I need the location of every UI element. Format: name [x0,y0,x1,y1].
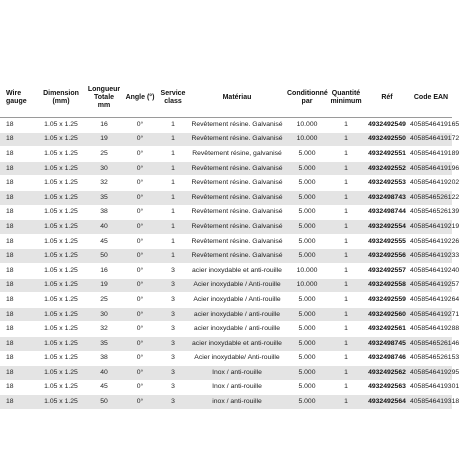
packaged-by-cell: 5.000 [286,336,328,351]
angle-cell: 0° [122,366,158,381]
ean-cell: 4058546419165 [410,118,452,133]
ref-cell: 4932492551 [364,147,410,162]
service-class-cell: 3 [158,263,188,278]
dimension-cell: 1.05 x 1.25 [36,176,86,191]
table-row [0,220,452,235]
ean-cell: 4058546419288 [410,322,452,337]
service-class-cell: 1 [158,249,188,264]
service-class-cell: 3 [158,293,188,308]
wire-gauge-cell: 18 [0,380,36,395]
length-cell: 50 [86,395,122,410]
ean-cell: 4058546419196 [410,161,452,176]
ref-cell: 4932492563 [364,380,410,395]
dimension-cell: 1.05 x 1.25 [36,147,86,162]
ean-cell: 4058546419202 [410,176,452,191]
length-cell: 32 [86,176,122,191]
header-row [0,79,452,118]
angle-cell: 0° [122,336,158,351]
table-header [0,79,452,118]
ean-cell: 4058546419257 [410,278,452,293]
material-cell: Revêtement résine. Galvanisé [188,176,286,191]
packaged-by-cell: 5.000 [286,366,328,381]
ref-cell: 4932492560 [364,307,410,322]
dimension-cell: 1.05 x 1.25 [36,161,86,176]
service-class-header: Service class [158,79,188,118]
material-header: Matériau [188,79,286,118]
material-cell: Inox / anti-rouille [188,380,286,395]
ean-cell: 4058546526146 [410,336,452,351]
table-row [0,132,452,147]
packaged-by-cell: 5.000 [286,190,328,205]
length-cell: 25 [86,293,122,308]
angle-cell: 0° [122,322,158,337]
min-quantity-cell: 1 [328,366,364,381]
wire-gauge-cell: 18 [0,336,36,351]
ean-cell: 4058546419189 [410,147,452,162]
dimension-cell: 1.05 x 1.25 [36,132,86,147]
ref-cell: 4932492549 [364,118,410,133]
min-quantity-cell: 1 [328,263,364,278]
dimension-cell: 1.05 x 1.25 [36,220,86,235]
ean-cell: 4058546526153 [410,351,452,366]
ref-cell: 4932498744 [364,205,410,220]
length-header: Longueur Totale mm [86,79,122,118]
min-quantity-cell: 1 [328,234,364,249]
ean-cell: 4058546419226 [410,234,452,249]
dimension-cell: 1.05 x 1.25 [36,395,86,410]
table-row [0,293,452,308]
angle-cell: 0° [122,147,158,162]
angle-cell: 0° [122,220,158,235]
service-class-cell: 3 [158,380,188,395]
min-quantity-cell: 1 [328,205,364,220]
packaged-by-cell: 10.000 [286,263,328,278]
product-spec-table [0,79,459,410]
ref-cell: 4932492552 [364,161,410,176]
ref-cell: 4932492562 [364,366,410,381]
wire-gauge-cell: 18 [0,395,36,410]
ean-cell: 4058546419264 [410,293,452,308]
material-cell: Acier inoxydable/ Anti-rouille [188,351,286,366]
ref-cell: 4932498743 [364,190,410,205]
dimension-cell: 1.05 x 1.25 [36,249,86,264]
service-class-cell: 3 [158,322,188,337]
material-cell: Revêtement résine. Galvanisé [188,190,286,205]
material-cell: Acier inoxydable / Anti-rouille [188,278,286,293]
packaged-by-cell: 5.000 [286,307,328,322]
wire-gauge-cell: 18 [0,161,36,176]
dimension-cell: 1.05 x 1.25 [36,380,86,395]
material-cell: Revêtement résine. Galvanisé [188,249,286,264]
min-quantity-cell: 1 [328,132,364,147]
length-cell: 30 [86,307,122,322]
material-cell: acier inoxydable / anti-rouille [188,322,286,337]
min-quantity-cell: 1 [328,220,364,235]
table-row [0,366,452,381]
service-class-cell: 1 [158,220,188,235]
material-cell: Revêtement résine. Galvanisé [188,132,286,147]
angle-cell: 0° [122,263,158,278]
wire-gauge-cell: 18 [0,366,36,381]
material-cell: Revêtement résine. Galvanisé [188,118,286,133]
service-class-cell: 1 [158,118,188,133]
table-row [0,147,452,162]
length-cell: 16 [86,118,122,133]
table-row [0,307,452,322]
angle-cell: 0° [122,161,158,176]
min-quantity-cell: 1 [328,351,364,366]
packaged-by-cell: 5.000 [286,176,328,191]
ref-cell: 4932498746 [364,351,410,366]
min-quantity-cell: 1 [328,249,364,264]
min-quantity-cell: 1 [328,322,364,337]
table-row [0,118,452,133]
ean-cell: 4058546419295 [410,366,452,381]
service-class-cell: 1 [158,205,188,220]
length-cell: 38 [86,351,122,366]
angle-cell: 0° [122,176,158,191]
ref-cell: 4932492561 [364,322,410,337]
ref-cell: 4932492557 [364,263,410,278]
ean-cell: 4058546526139 [410,205,452,220]
table-row [0,249,452,264]
min-quantity-cell: 1 [328,293,364,308]
packaged-by-cell: 5.000 [286,249,328,264]
packaged-by-cell: 5.000 [286,161,328,176]
angle-header: Angle (°) [122,79,158,118]
angle-cell: 0° [122,278,158,293]
table-row [0,395,452,410]
ean-cell: 4058546419240 [410,263,452,278]
packaged-by-cell: 5.000 [286,205,328,220]
packaged-by-cell: 5.000 [286,220,328,235]
service-class-cell: 1 [158,161,188,176]
table-row [0,190,452,205]
angle-cell: 0° [122,190,158,205]
packaged-by-cell: 5.000 [286,234,328,249]
service-class-cell: 3 [158,336,188,351]
ref-cell: 4932492556 [364,249,410,264]
product-spec-table-container [0,79,459,410]
angle-cell: 0° [122,307,158,322]
table-row [0,263,452,278]
length-cell: 50 [86,249,122,264]
min-quantity-cell: 1 [328,147,364,162]
ean-header: Code EAN [410,79,452,118]
service-class-cell: 3 [158,366,188,381]
min-quantity-cell: 1 [328,190,364,205]
packaged-by-cell: 10.000 [286,118,328,133]
wire-gauge-cell: 18 [0,205,36,220]
service-class-cell: 3 [158,351,188,366]
table-row [0,380,452,395]
wire-gauge-cell: 18 [0,147,36,162]
min-quantity-header: Quantité minimum [328,79,364,118]
ref-cell: 4932492559 [364,293,410,308]
packaged-by-cell: 10.000 [286,278,328,293]
wire-gauge-cell: 18 [0,118,36,133]
length-cell: 25 [86,147,122,162]
ref-cell: 4932492550 [364,132,410,147]
dimension-cell: 1.05 x 1.25 [36,205,86,220]
length-cell: 40 [86,220,122,235]
angle-cell: 0° [122,351,158,366]
table-row [0,336,452,351]
table-row [0,278,452,293]
min-quantity-cell: 1 [328,176,364,191]
ref-cell: 4932492553 [364,176,410,191]
dimension-cell: 1.05 x 1.25 [36,366,86,381]
wire-gauge-cell: 18 [0,322,36,337]
material-cell: inox / anti-rouille [188,395,286,410]
dimension-cell: 1.05 x 1.25 [36,263,86,278]
min-quantity-cell: 1 [328,278,364,293]
service-class-cell: 3 [158,307,188,322]
service-class-cell: 1 [158,234,188,249]
packaged-by-cell: 5.000 [286,147,328,162]
ref-cell: 4932492558 [364,278,410,293]
wire-gauge-cell: 18 [0,249,36,264]
wire-gauge-cell: 18 [0,293,36,308]
min-quantity-cell: 1 [328,118,364,133]
length-cell: 40 [86,366,122,381]
service-class-cell: 1 [158,147,188,162]
packaged-by-cell: 5.000 [286,322,328,337]
ean-cell: 4058546419318 [410,395,452,410]
dimension-cell: 1.05 x 1.25 [36,234,86,249]
ref-cell: 4932492564 [364,395,410,410]
material-cell: Revêtement résine. Galvanisé [188,205,286,220]
angle-cell: 0° [122,293,158,308]
material-cell: Revêtement résine. Galvanisé [188,234,286,249]
table-row [0,351,452,366]
service-class-cell: 1 [158,132,188,147]
min-quantity-cell: 1 [328,380,364,395]
ean-cell: 4058546419301 [410,380,452,395]
wire-gauge-cell: 18 [0,234,36,249]
wire-gauge-cell: 18 [0,190,36,205]
length-cell: 32 [86,322,122,337]
dimension-cell: 1.05 x 1.25 [36,322,86,337]
material-cell: acier inoxydable / anti-rouille [188,307,286,322]
wire-gauge-cell: 18 [0,220,36,235]
angle-cell: 0° [122,395,158,410]
wire-gauge-cell: 18 [0,278,36,293]
material-cell: Acier inoxydable / Anti-rouille [188,293,286,308]
ean-cell: 4058546419219 [410,220,452,235]
dimension-cell: 1.05 x 1.25 [36,351,86,366]
ref-header: Réf [364,79,410,118]
min-quantity-cell: 1 [328,336,364,351]
packaged-by-cell: 5.000 [286,380,328,395]
angle-cell: 0° [122,118,158,133]
material-cell: Revêtement résine, galvanisé [188,147,286,162]
service-class-cell: 3 [158,395,188,410]
table-row [0,161,452,176]
service-class-cell: 1 [158,176,188,191]
packaged-by-cell: 5.000 [286,395,328,410]
material-cell: Revêtement résine. Galvanisé [188,220,286,235]
table-row [0,234,452,249]
material-cell: Inox / anti-rouille [188,366,286,381]
wire-gauge-cell: 18 [0,263,36,278]
angle-cell: 0° [122,234,158,249]
length-cell: 35 [86,190,122,205]
wire-gauge-cell: 18 [0,307,36,322]
service-class-cell: 3 [158,278,188,293]
material-cell: acier inoxydable et anti-rouille [188,263,286,278]
table-body [0,118,459,410]
dimension-cell: 1.05 x 1.25 [36,278,86,293]
ref-cell: 4932498745 [364,336,410,351]
length-cell: 30 [86,161,122,176]
dimension-cell: 1.05 x 1.25 [36,118,86,133]
ref-cell: 4932492554 [364,220,410,235]
table-row [0,205,452,220]
wire-gauge-cell: 18 [0,351,36,366]
packaged-by-cell: 10.000 [286,132,328,147]
min-quantity-cell: 1 [328,307,364,322]
material-cell: Revêtement résine. Galvanisé [188,161,286,176]
dimension-cell: 1.05 x 1.25 [36,307,86,322]
wire-gauge-cell: 18 [0,132,36,147]
ean-cell: 4058546419172 [410,132,452,147]
angle-cell: 0° [122,205,158,220]
dimension-cell: 1.05 x 1.25 [36,190,86,205]
angle-cell: 0° [122,380,158,395]
dimension-header: Dimension (mm) [36,79,86,118]
length-cell: 45 [86,380,122,395]
length-cell: 38 [86,205,122,220]
min-quantity-cell: 1 [328,161,364,176]
packaged-by-cell: 5.000 [286,351,328,366]
angle-cell: 0° [122,249,158,264]
packaged-by-cell: 5.000 [286,293,328,308]
length-cell: 16 [86,263,122,278]
packaged-by-header: Conditionné par [286,79,328,118]
table-row [0,176,452,191]
min-quantity-cell: 1 [328,395,364,410]
ean-cell: 4058546526122 [410,190,452,205]
material-cell: acier inoxydable et anti-rouille [188,336,286,351]
wire-gauge-cell: 18 [0,176,36,191]
table-row [0,322,452,337]
dimension-cell: 1.05 x 1.25 [36,336,86,351]
service-class-cell: 1 [158,190,188,205]
length-cell: 19 [86,278,122,293]
angle-cell: 0° [122,132,158,147]
wire-gauge-header: Wire gauge [0,79,36,118]
length-cell: 35 [86,336,122,351]
length-cell: 45 [86,234,122,249]
dimension-cell: 1.05 x 1.25 [36,293,86,308]
ean-cell: 4058546419233 [410,249,452,264]
ref-cell: 4932492555 [364,234,410,249]
length-cell: 19 [86,132,122,147]
ean-cell: 4058546419271 [410,307,452,322]
